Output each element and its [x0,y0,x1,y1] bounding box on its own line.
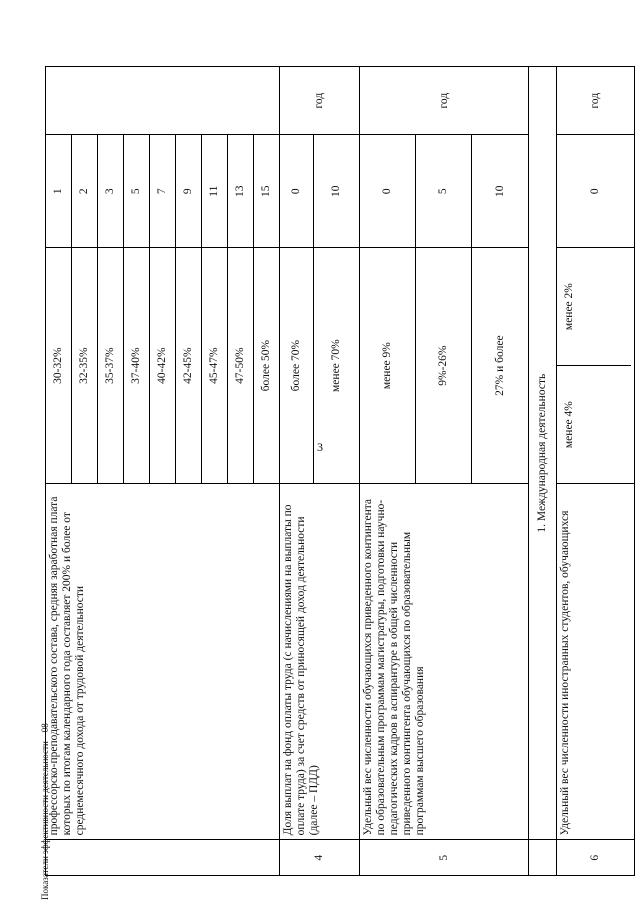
threshold-value: более 50% [254,248,280,484]
points-value: 1 [46,135,72,248]
table-row-6 [557,67,635,876]
row-description: Удельный вес численности иностранных студентов, обучающихся [557,484,635,840]
period-cell [46,67,280,135]
points-value: 15 [254,135,280,248]
points-value: 7 [150,135,176,248]
threshold-value: 32-35% [72,248,98,484]
threshold-split-cell [557,248,635,484]
page-footer: Показатели эффективности деятельности – 08 [40,723,50,900]
row-number: 4 [280,840,360,876]
points-value: 3 [98,135,124,248]
threshold-value: 35-37% [98,248,124,484]
points-value: 9 [176,135,202,248]
threshold-value: менее 70% [314,248,360,484]
row-description: профессорско-преподавательского состава, средняя заработная плата которых по итогам календарного года составляет 200% и более от среднемесячного дохода от трудовой деятельности [46,484,280,840]
section-header-row [529,67,557,876]
row-description: Удельный вес численности обучающихся приведенного контингента по образовательным программам магистратуры, подготовки научно-педагогических кадров в аспирантуре в общей численности приведенного контингента обучающихся по образовательным программам высшего образования [360,484,529,840]
points-value: 13 [228,135,254,248]
page-number: 3 [317,440,323,454]
points-value: 0 [360,135,416,248]
points-value: 0 [557,135,635,248]
points-value: 5 [416,135,472,248]
row-number: 6 [557,840,635,876]
section-empty-cell [529,840,557,876]
points-value: 11 [202,135,228,248]
row-description: Доля выплат на фонд оплаты труда (с начислениями на выплаты по оплате труда) за счет средств от приносящей доход деятельности (далее – ПДД) [280,484,360,840]
threshold-value: 30-32% [46,248,72,484]
threshold-value: 40-42% [150,248,176,484]
threshold-value: 42-45% [176,248,202,484]
threshold-value: 27% и более [472,248,529,484]
section-title: 1. Международная деятельность [529,67,557,840]
row-number: 5 [360,840,529,876]
criteria-table-wrapper [45,66,601,876]
threshold-value-a: менее 4% [557,365,631,483]
threshold-value-b: менее 2% [563,283,575,331]
criteria-table [45,66,635,876]
threshold-value: более 70% [280,248,314,484]
points-value: 10 [472,135,529,248]
threshold-value: 9%-26% [416,248,472,484]
threshold-value: 37-40% [124,248,150,484]
threshold-value: менее 9% [360,248,416,484]
period-value: год [557,67,635,135]
points-value: 2 [72,135,98,248]
threshold-value: 45-47% [202,248,228,484]
threshold-value: 47-50% [228,248,254,484]
period-value: год [280,67,360,135]
points-value: 5 [124,135,150,248]
period-value: год [360,67,529,135]
points-value: 0 [280,135,314,248]
table-row-5 [360,67,416,876]
row-number-cell [46,840,280,876]
table-row-4 [280,67,314,876]
points-value: 10 [314,135,360,248]
